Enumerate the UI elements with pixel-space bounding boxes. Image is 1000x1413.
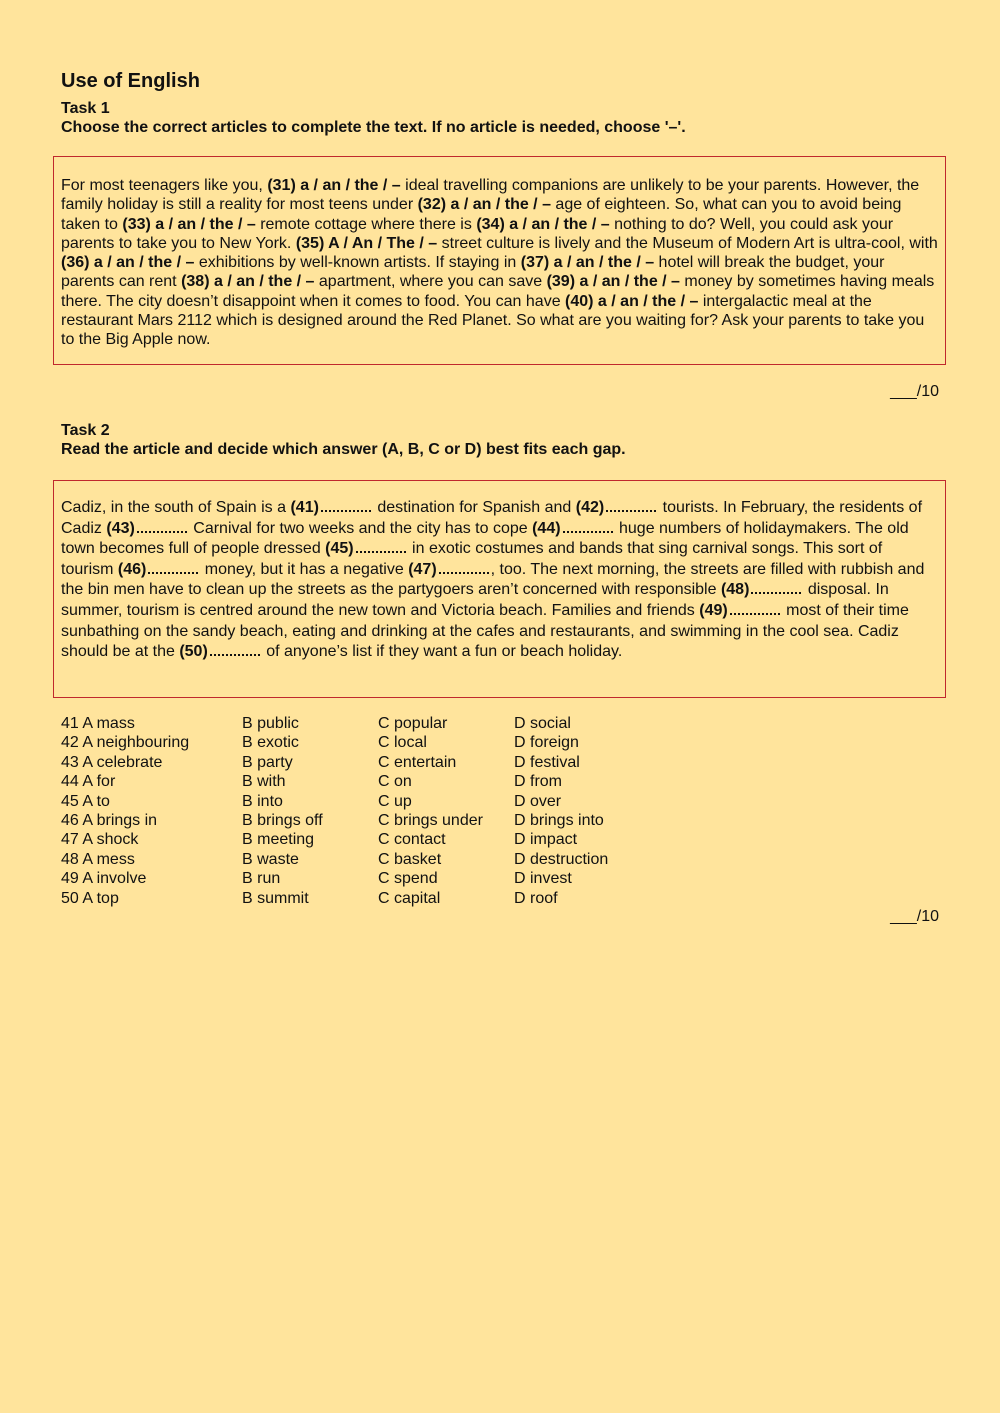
task2-item-label: (50) [179, 643, 208, 661]
task2-score: ___/10 [890, 908, 939, 925]
task1-item-label: (34) a / an / the / – [476, 215, 610, 233]
answer-gap[interactable] [730, 607, 780, 615]
answer-gap[interactable] [148, 566, 198, 574]
option-d: D foreign [514, 734, 579, 752]
task1-text-run: money by sometimes having meals there. The city doesn’t disappoint when it comes to food. You can have [61, 273, 935, 310]
option-d: D over [514, 792, 562, 810]
option-c: C up [378, 792, 412, 810]
option-row [61, 811, 654, 830]
option-row [61, 850, 654, 869]
answer-gap[interactable] [321, 504, 371, 512]
answer-gap[interactable] [439, 566, 489, 574]
option-c: C entertain [378, 753, 457, 771]
option-b: B public [242, 715, 299, 732]
task2-text-run: disposal. In summer, tourism is centred around the new town and Victoria beach. Families and friends [61, 581, 889, 619]
option-a: 48 A mess [61, 850, 135, 868]
task1-paragraph [61, 176, 938, 350]
task2-text-run: money, but it has a negative [200, 560, 409, 578]
answer-gap[interactable] [137, 525, 187, 533]
option-c: C basket [378, 850, 442, 868]
task2-header [61, 421, 626, 459]
task2-text-run: , too. The next morning, the streets are filled with rubbish and the bin men have to clean up the streets as the partygoers aren’t concerned with responsible [61, 560, 925, 599]
task2-item-label: (41) [290, 499, 319, 516]
task2-item-label: (44) [532, 519, 561, 537]
option-b: B into [242, 792, 283, 810]
task1-instruction: Choose the correct articles to complete the text. If no article is needed, choose '–'. [61, 119, 686, 136]
option-b: B summit [242, 889, 309, 907]
option-d: D impact [514, 831, 578, 849]
option-d: D brings into [514, 811, 604, 829]
answer-gap[interactable] [210, 648, 260, 656]
option-d: D festival [514, 753, 580, 771]
option-row [61, 733, 654, 752]
page-title: Use of English [61, 70, 200, 92]
task1-score: ___/10 [890, 383, 939, 400]
task2-item-label: (49) [699, 601, 728, 619]
answer-gap[interactable] [563, 525, 613, 533]
option-d: D roof [514, 889, 558, 907]
option-a: 43 A celebrate [61, 753, 163, 771]
task1-text-run: ideal travelling companions are unlikely to be your parents. However, the family holiday is still a reality for most teens under [61, 177, 920, 214]
option-row [61, 772, 654, 791]
option-row [61, 869, 654, 888]
option-c: C on [378, 773, 412, 791]
option-d: D from [514, 773, 562, 791]
task2-paragraph [61, 498, 938, 663]
option-row [61, 830, 654, 849]
option-b: B with [242, 773, 286, 791]
option-c: C spend [378, 870, 438, 888]
option-row [61, 889, 654, 908]
option-b: B run [242, 870, 281, 888]
task1-text-run: street culture is lively and the Museum of Modern Art is ultra-cool, with [437, 234, 938, 252]
task2-item-label: (46) [117, 560, 147, 578]
task2-text-run: in exotic costumes and bands that sing carnival songs. This sort of tourism [61, 540, 883, 578]
task2-item-label: (48) [720, 581, 750, 599]
task2-item-label: (45) [325, 540, 354, 558]
task2-text-run: Carnival for two weeks and the city has to cope [188, 519, 533, 537]
task1-header [61, 99, 686, 137]
task1-heading: Task 1 [61, 100, 110, 117]
task2-text-box [53, 480, 946, 698]
task2-item-label: (42) [575, 499, 605, 516]
task2-heading: Task 2 [61, 422, 110, 439]
task1-text-run: hotel will break the budget, your parents can rent [61, 254, 885, 291]
task1-item-label: (32) a / an / the / – [417, 196, 551, 214]
task2-item-label: (43) [106, 519, 135, 537]
option-a: 50 A top [61, 889, 119, 907]
task2-text-run: destination for Spanish and [372, 499, 576, 516]
task1-item-label: (35) A / An / The / – [295, 234, 438, 252]
task1-item-label: (33) a / an / the / – [122, 215, 256, 233]
option-c: C local [378, 734, 427, 752]
option-c: C popular [378, 715, 448, 732]
option-a: 42 A neighbouring [61, 734, 190, 752]
option-b: B party [242, 753, 293, 771]
task1-text-run: apartment, where you can save [314, 273, 547, 291]
task1-text-run: intergalactic meal at the restaurant Mars 2112 which is designed around the Red Planet. So what are you waiting for? Ask your parents to take you to the Big Apple now. [61, 292, 925, 349]
option-a: 46 A brings in [61, 811, 158, 829]
option-d: D invest [514, 870, 572, 888]
task1-item-label: (37) a / an / the / – [520, 254, 655, 272]
answer-gap[interactable] [356, 545, 406, 553]
option-a: 49 A involve [61, 870, 147, 888]
task2-text-run: of anyone’s list if they want a fun or beach holiday. [261, 643, 623, 661]
answer-gap[interactable] [606, 504, 656, 512]
task1-text-run: age of eighteen. So, what can you to avoid being taken to [61, 196, 902, 233]
task1-item-label: (40) a / an / the / – [565, 292, 699, 310]
task2-instruction: Read the article and decide which answer (A, B, C or D) best fits each gap. [61, 441, 626, 458]
option-b: B meeting [242, 831, 315, 849]
task1-item-label: (31) a / an / the / – [267, 177, 401, 194]
task1-text-run: exhibitions by well-known artists. If staying in [194, 254, 521, 272]
option-a: 47 A shock [61, 831, 139, 849]
option-d: D social [514, 715, 571, 732]
option-b: B brings off [242, 811, 323, 829]
option-d: D destruction [514, 850, 609, 868]
task1-text-box [53, 156, 946, 365]
task2-text-run: tourists. In February, the residents of Cadiz [61, 499, 923, 537]
option-b: B waste [242, 850, 299, 868]
option-row [61, 753, 654, 772]
task2-item-label: (47) [408, 560, 437, 578]
option-c: C capital [378, 889, 441, 907]
option-a: 45 A to [61, 792, 110, 810]
option-row [61, 792, 654, 811]
option-c: C brings under [378, 811, 483, 829]
answer-gap[interactable] [751, 586, 801, 594]
task1-item-label: (39) a / an / the / – [546, 273, 680, 291]
task2-text-run: Cadiz, in the south of Spain is a [61, 499, 291, 516]
option-a: 44 A for [61, 773, 116, 791]
option-b: B exotic [242, 734, 299, 752]
task1-text-run: nothing to do? Well, you could ask your parents to take you to New York. [61, 215, 894, 252]
task1-item-label: (38) a / an / the / – [181, 273, 315, 291]
option-a: 41 A mass [61, 715, 135, 732]
task1-text-run: For most teenagers like you, [61, 177, 268, 194]
task2-text-run: most of their time sunbathing on the sandy beach, eating and drinking at the cafes and restaurants, and swimming in the cool sea. Cadiz should be at the [61, 601, 909, 661]
task2-text-run: huge numbers of holidaymakers. The old town becomes full of people dressed [61, 519, 909, 558]
option-row [61, 714, 654, 733]
option-c: C contact [378, 831, 446, 849]
task1-item-label: (36) a / an / the / – [61, 254, 195, 272]
task1-text-run: remote cottage where there is [255, 215, 477, 233]
answer-options [61, 714, 654, 908]
